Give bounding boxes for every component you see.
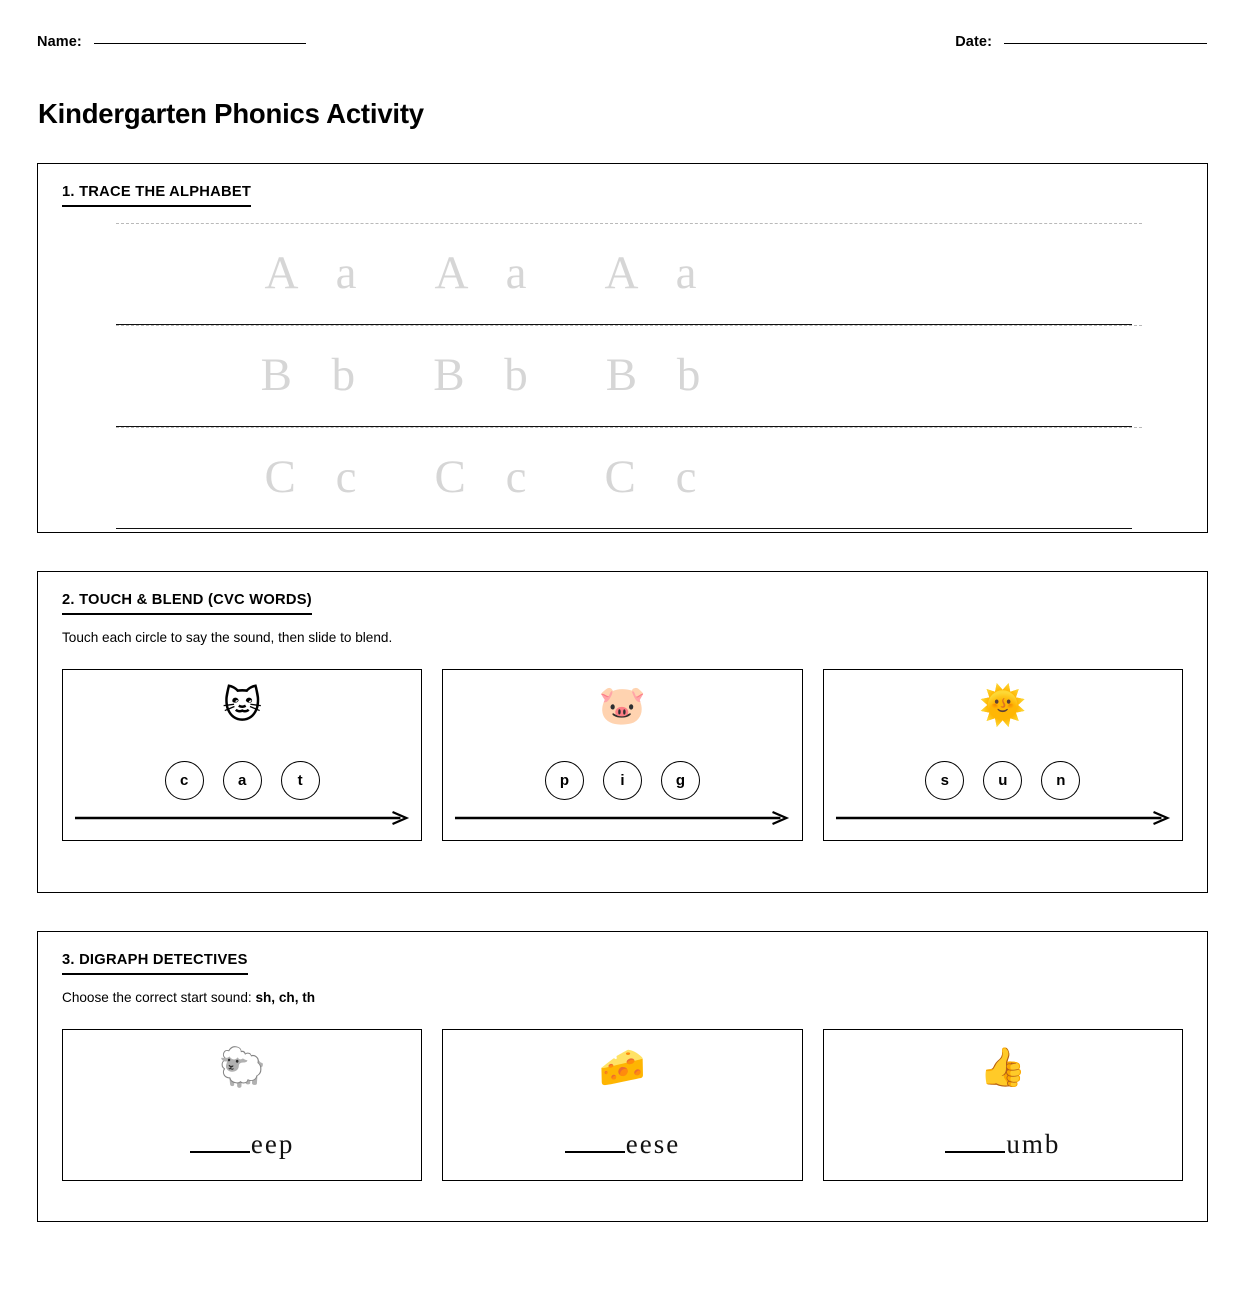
trace-row[interactable]: [116, 427, 1141, 529]
digraph-answer-row: [63, 1128, 421, 1159]
digraph-blank-line[interactable]: [565, 1151, 625, 1153]
phoneme-circle[interactable]: u: [983, 761, 1022, 800]
digraph-word-ending: umb: [1006, 1128, 1061, 1159]
name-field-group: [37, 34, 306, 50]
student-info-row: [37, 34, 1207, 60]
trace-letter-pair: A a: [264, 246, 371, 299]
section-digraph-detectives: [37, 931, 1208, 1222]
section-blend-instruction: Touch each circle to say the sound, then slide to blend.: [62, 630, 393, 645]
section-digraph-heading: 3. DIGRAPH DETECTIVES: [62, 952, 248, 975]
trace-dashed-guideline: [116, 223, 1142, 224]
blend-card-strip: [62, 669, 1183, 841]
trace-letter-pair: A a: [434, 246, 541, 299]
trace-baseline: [116, 528, 1132, 529]
phoneme-row: [443, 761, 801, 800]
phoneme-row: [824, 761, 1182, 800]
blend-card[interactable]: [442, 669, 802, 841]
trace-dashed-guideline: [116, 427, 1142, 428]
digraph-answer-row: [824, 1128, 1182, 1159]
page-title: Kindergarten Phonics Activity: [38, 98, 424, 129]
trace-letter-pair: B b: [605, 348, 715, 401]
digraph-sound-options: sh, ch, th: [255, 990, 316, 1005]
phoneme-circle[interactable]: i: [603, 761, 642, 800]
trace-letter-pair: C c: [264, 450, 371, 503]
trace-row[interactable]: [116, 325, 1141, 427]
trace-letter-pair: A a: [604, 246, 711, 299]
phoneme-row: [63, 761, 421, 800]
trace-letter-group: [116, 229, 1141, 317]
blend-card[interactable]: [823, 669, 1183, 841]
digraph-word-ending: eep: [250, 1128, 295, 1159]
sheep-icon: 🐑: [218, 1044, 266, 1089]
phoneme-circle[interactable]: n: [1041, 761, 1080, 800]
thumbs-up-icon: 👍: [979, 1044, 1027, 1089]
name-label: Name:: [37, 34, 82, 50]
phoneme-circle[interactable]: p: [545, 761, 584, 800]
blend-arrow-icon: [835, 811, 1171, 825]
trace-letter-pair: C c: [434, 450, 541, 503]
date-label: Date:: [955, 34, 992, 50]
trace-letter-pair: B b: [433, 348, 542, 401]
digraph-answer-row: [443, 1128, 801, 1159]
phoneme-circle[interactable]: a: [223, 761, 262, 800]
cat-face-icon: 🐱: [222, 682, 262, 727]
sun-icon: 🌞: [979, 682, 1027, 727]
digraph-instruction-text: Choose the correct start sound:: [62, 990, 256, 1005]
digraph-card-strip: [62, 1029, 1183, 1181]
digraph-card[interactable]: [823, 1029, 1183, 1181]
trace-letter-pair: B b: [260, 348, 370, 401]
trace-dashed-guideline: [116, 325, 1142, 326]
trace-letter-pair: C c: [604, 450, 711, 503]
phoneme-circle[interactable]: g: [661, 761, 700, 800]
name-write-line[interactable]: [94, 43, 306, 44]
blend-card[interactable]: [62, 669, 422, 841]
section-trace-heading: 1. TRACE THE ALPHABET: [62, 184, 251, 207]
section-touch-and-blend: [37, 571, 1208, 893]
phoneme-circle[interactable]: c: [165, 761, 204, 800]
digraph-blank-line[interactable]: [190, 1151, 250, 1153]
section-blend-heading: 2. TOUCH & BLEND (CVC WORDS): [62, 592, 312, 615]
trace-letter-group: [116, 433, 1141, 521]
section-trace-alphabet: [37, 163, 1208, 533]
section-digraph-instruction: [62, 989, 1207, 1007]
trace-row[interactable]: [116, 223, 1141, 325]
trace-rows: [38, 223, 1207, 529]
digraph-blank-line[interactable]: [945, 1151, 1005, 1153]
blend-arrow-icon: [454, 811, 790, 825]
date-write-line[interactable]: [1004, 43, 1207, 44]
phoneme-circle[interactable]: s: [925, 761, 964, 800]
digraph-word-ending: eese: [625, 1128, 681, 1159]
digraph-card[interactable]: [442, 1029, 802, 1181]
blend-arrow-icon: [74, 811, 410, 825]
pig-face-icon: 🐷: [598, 682, 647, 727]
phoneme-circle[interactable]: t: [281, 761, 320, 800]
digraph-card[interactable]: [62, 1029, 422, 1181]
trace-letter-group: [116, 331, 1141, 419]
date-field-group: [955, 34, 1207, 50]
cheese-icon: 🧀: [598, 1044, 647, 1089]
